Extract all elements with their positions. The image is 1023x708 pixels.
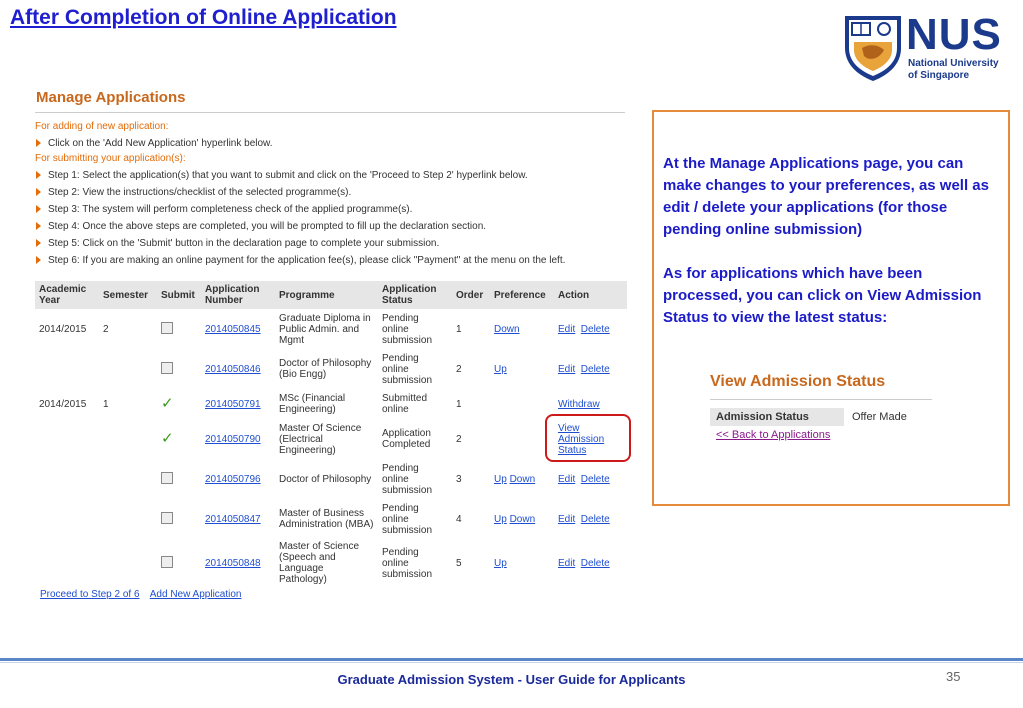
manage-applications-title: Manage Applications <box>36 89 186 106</box>
semester <box>99 349 157 389</box>
application-status: Pending online submission <box>382 546 433 580</box>
application-status: Pending online submission <box>382 352 433 386</box>
step-4: Step 4: Once the above steps are completed, you will be prompted to fill up the declaration section. <box>35 219 635 234</box>
delete-link[interactable]: Delete <box>580 513 610 525</box>
footer-rule <box>0 658 1023 661</box>
academic-year <box>35 499 99 539</box>
preference-down-link[interactable]: Down <box>509 513 536 525</box>
submit-checkbox[interactable] <box>161 362 173 374</box>
application-status: Pending online submission <box>382 312 433 346</box>
adding-step: Click on the 'Add New Application' hyperlink below. <box>35 136 635 151</box>
edit-link[interactable]: Edit <box>558 513 576 525</box>
nus-logo <box>842 10 1012 86</box>
table-row <box>35 389 627 419</box>
highlight-circle <box>545 414 631 462</box>
back-to-applications <box>716 429 830 441</box>
step-5: Step 5: Click on the 'Submit' button in the declaration page to complete your submission. <box>35 236 635 251</box>
nus-crest-icon <box>842 14 904 82</box>
application-number-link[interactable]: 2014050791 <box>205 398 261 410</box>
step-2: Step 2: View the instructions/checklist of the selected programme(s). <box>35 185 635 200</box>
submitted-check-icon: ✓ <box>161 394 174 412</box>
programme: Graduate Diploma in Public Admin. and Mgmt <box>279 312 371 346</box>
col-application-number: Application Number <box>201 281 275 309</box>
explanation-box <box>652 110 1010 506</box>
delete-link[interactable]: Delete <box>580 323 610 335</box>
preference-up-link[interactable]: Up <box>494 513 507 525</box>
edit-link[interactable]: Edit <box>558 323 576 335</box>
semester: 1 <box>103 398 109 410</box>
note-paragraph-2: As for applications which have been processed, you can click on View Admission Status to view the latest status: <box>663 265 982 326</box>
submit-checkbox[interactable] <box>161 556 173 568</box>
order: 2 <box>456 363 462 375</box>
programme: MSc (Financial Engineering) <box>279 393 346 415</box>
applications-table <box>35 281 627 587</box>
edit-link[interactable]: Edit <box>558 557 576 569</box>
edit-link[interactable]: Edit <box>558 363 576 375</box>
table-row <box>35 349 627 389</box>
preference-up-link[interactable]: Up <box>494 557 507 569</box>
instructions <box>35 119 635 268</box>
admission-status-row <box>710 408 932 426</box>
programme: Master of Business Administration (MBA) <box>279 508 374 530</box>
admission-status-value: Offer Made <box>852 411 907 423</box>
title-divider <box>35 112 625 113</box>
nus-wordmark: NUS <box>906 10 1002 59</box>
application-number-link[interactable]: 2014050790 <box>205 433 261 445</box>
admission-status-divider <box>710 399 932 400</box>
academic-year: 2014/2015 <box>39 323 87 335</box>
table-row <box>35 419 627 459</box>
preference-down-link[interactable]: Down <box>509 473 536 485</box>
table-header <box>35 281 627 309</box>
table-row <box>35 309 627 349</box>
preference-up-link[interactable]: Up <box>494 473 507 485</box>
submit-checkbox[interactable] <box>161 472 173 484</box>
programme: Doctor of Philosophy <box>279 473 372 485</box>
academic-year <box>35 539 99 587</box>
application-number-link[interactable]: 2014050845 <box>205 323 261 335</box>
submitted-check-icon: ✓ <box>161 429 174 447</box>
page-number: 35 <box>946 669 961 684</box>
col-submit: Submit <box>157 281 201 309</box>
col-programme: Programme <box>275 281 378 309</box>
table-row <box>35 539 627 587</box>
preference-down-link[interactable]: Down <box>494 323 520 335</box>
col-action: Action <box>554 281 627 309</box>
col-preference: Preference <box>490 281 554 309</box>
semester: 2 <box>103 323 109 335</box>
order: 2 <box>456 433 462 445</box>
col-order: Order <box>452 281 490 309</box>
application-number-link[interactable]: 2014050846 <box>205 363 261 375</box>
application-status: Pending online submission <box>382 502 433 536</box>
footer-rule-light <box>0 662 1023 663</box>
submitting-heading: For submitting your application(s): <box>35 153 186 164</box>
step-1: Step 1: Select the application(s) that you want to submit and click on the 'Proceed to Step 2' hyperlink below. <box>35 168 635 183</box>
semester <box>99 539 157 587</box>
order: 1 <box>456 323 462 335</box>
step-3: Step 3: The system will perform completeness check of the applied programme(s). <box>35 202 635 217</box>
withdraw-link[interactable]: Withdraw <box>558 398 600 410</box>
footer-text: Graduate Admission System - User Guide for Applicants <box>337 672 686 687</box>
application-number-link[interactable]: 2014050796 <box>205 473 261 485</box>
programme: Doctor of Philosophy (Bio Engg) <box>279 358 372 380</box>
col-semester: Semester <box>99 281 157 309</box>
view-admission-status-link[interactable]: View Admission Status <box>558 422 605 456</box>
adding-heading: For adding of new application: <box>35 121 169 132</box>
proceed-to-step-2-link[interactable]: Proceed to Step 2 of 6 <box>40 589 140 600</box>
application-number-link[interactable]: 2014050847 <box>205 513 261 525</box>
academic-year <box>35 419 99 459</box>
order: 5 <box>456 557 462 569</box>
bottom-links <box>40 589 249 600</box>
view-admission-status-title: View Admission Status <box>710 373 886 390</box>
academic-year <box>35 349 99 389</box>
submit-checkbox[interactable] <box>161 512 173 524</box>
order: 3 <box>456 473 462 485</box>
nus-subtitle: National University of Singapore <box>908 58 999 81</box>
application-status: Pending online submission <box>382 462 433 496</box>
admission-status-label: Admission Status <box>710 408 844 426</box>
table-row <box>35 459 627 499</box>
edit-link[interactable]: Edit <box>558 473 576 485</box>
col-academic-year: Academic Year <box>35 281 99 309</box>
academic-year: 2014/2015 <box>39 398 87 410</box>
back-to-applications-link[interactable]: << Back to Applications <box>716 429 831 441</box>
academic-year <box>35 459 99 499</box>
order: 4 <box>456 513 462 525</box>
order: 1 <box>456 398 462 410</box>
application-status: Submitted online <box>382 393 428 415</box>
application-number-link[interactable]: 2014050848 <box>205 557 261 569</box>
application-status: Application Completed <box>382 428 431 450</box>
table-row <box>35 499 627 539</box>
slide-title: After Completion of Online Application <box>10 6 397 29</box>
programme: Master Of Science (Electrical Engineering) <box>279 422 362 456</box>
preference-up-link[interactable]: Up <box>494 363 507 375</box>
step-6: Step 6: If you are making an online payment for the application fee(s), please click "Payment" at the menu on the left. <box>35 253 635 268</box>
semester <box>99 499 157 539</box>
submit-checkbox[interactable] <box>161 322 173 334</box>
semester <box>99 459 157 499</box>
semester <box>99 419 157 459</box>
add-new-application-link[interactable]: Add New Application <box>149 589 242 600</box>
col-application-status: Application Status <box>378 281 452 309</box>
delete-link[interactable]: Delete <box>580 363 610 375</box>
delete-link[interactable]: Delete <box>580 557 610 569</box>
note-paragraph-1: At the Manage Applications page, you can make changes to your preferences, as well as edit / delete your applications (for those pending online submission) <box>663 155 989 238</box>
programme: Master of Science (Speech and Language Pathology) <box>279 541 360 585</box>
delete-link[interactable]: Delete <box>580 473 610 485</box>
